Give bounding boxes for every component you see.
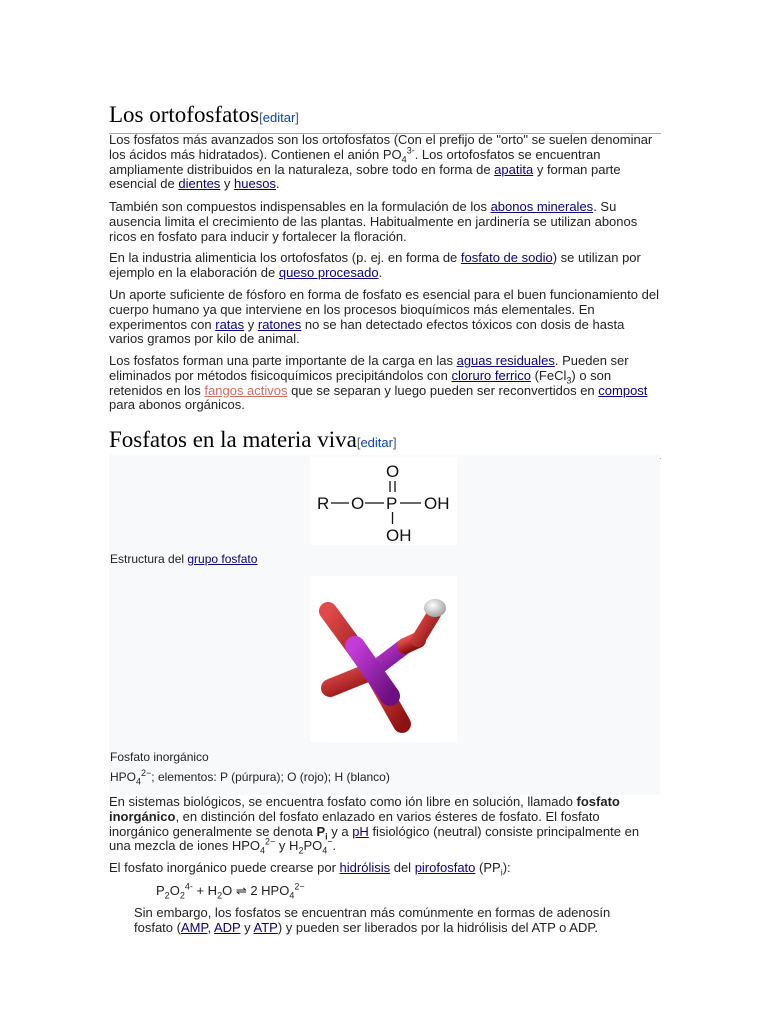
text: Estructura del <box>110 552 188 566</box>
text: O <box>222 883 236 898</box>
subscript: i <box>325 831 328 842</box>
paragraph-text <box>109 288 661 347</box>
text: También son compuestos indispensables en la formulación de los <box>109 199 491 214</box>
text: Los fosfatos más avanzados son los ortofosfatos (Con el prefijo de "orto" se suelen denominar los ácidos más hidratados). Contienen el anión PO <box>109 132 653 162</box>
subscript: 4 <box>289 890 295 901</box>
superscript: 2− <box>265 837 276 848</box>
edit-section: [editar] <box>356 435 397 450</box>
text: . Su ausencia limita el crecimiento de las plantas. Habitualmente en jardinería se utilizan abonos ricos en fosfato para inducir y fortalecer la floración. <box>109 199 638 244</box>
link-pirofosfato[interactable]: pirofosfato <box>414 860 476 875</box>
paragraph-2 <box>109 200 661 244</box>
link-amp[interactable]: AMP <box>180 919 208 935</box>
superscript: 2− <box>294 881 305 892</box>
link-ph[interactable]: pH <box>352 823 369 839</box>
paragraph-text <box>134 906 644 936</box>
link-atp[interactable]: ATP <box>253 919 278 935</box>
text: P <box>316 823 326 839</box>
text: fisiológico (neutral) consiste principalmente en una mezcla de iones HPO <box>109 823 640 854</box>
link-aguas-residuales[interactable]: aguas residuales <box>456 353 555 368</box>
text: Sin embargo, los fosfatos se encuentran más comúnmente en formas de adenosín fosfato ( <box>134 905 611 935</box>
text: . <box>275 176 280 192</box>
figure-caption-structure <box>110 552 257 566</box>
text: En sistemas biológicos, se encuentra fosfato como ión libre en solución, llamado <box>109 794 577 809</box>
text: y <box>244 316 258 332</box>
superscript: 4- <box>184 881 193 892</box>
subscript: 2 <box>179 890 185 901</box>
text: para abonos orgánicos. <box>109 397 245 413</box>
text: del <box>390 860 415 875</box>
section-ortofosfatos <box>109 101 661 134</box>
link-grupo-fosfato[interactable]: grupo fosfato <box>187 552 258 566</box>
heading-text: Fosfatos en la materia viva <box>109 427 357 452</box>
heading-text: Los ortofosfatos <box>109 102 260 127</box>
text: O <box>169 883 180 898</box>
subscript: i <box>500 867 503 878</box>
paragraph-4 <box>109 288 661 347</box>
text: . Los ortofosfatos se encuentran ampliamente distribuidos en la naturaleza, sobre todo en forma de <box>109 146 601 177</box>
text: . Pueden ser eliminados por métodos fisicoquímicos precipitándolos con <box>109 353 629 383</box>
text: y a <box>327 823 353 839</box>
superscript: − <box>327 837 333 848</box>
text: HPO <box>110 770 137 784</box>
text: ): <box>502 860 511 875</box>
text: El fosfato inorgánico puede crearse por <box>109 860 340 875</box>
paragraph-1 <box>109 133 661 192</box>
text: y <box>240 919 254 935</box>
paragraph-text <box>109 200 661 244</box>
text: . <box>378 264 383 280</box>
link-ratones[interactable]: ratones <box>257 316 302 332</box>
text: ) y pueden ser liberados por la hidrólisis del ATP o ADP. <box>277 919 598 935</box>
paragraph-3 <box>109 251 661 281</box>
text: y <box>220 176 235 192</box>
text: 2 HPO <box>246 883 290 898</box>
text: no se han detectado efectos tóxicos con dosis de hasta varios gramos por kilo de animal. <box>109 316 625 347</box>
paragraph-text <box>109 795 661 854</box>
text: ) se utilizan por ejemplo en la elaboración de <box>109 250 641 280</box>
text: y H <box>275 838 299 854</box>
text: En la industria alimenticia los ortofosfatos (p. ej. en forma de <box>109 250 461 265</box>
paragraph-5 <box>109 354 661 413</box>
atom-o-left: O <box>351 494 365 513</box>
paragraph-7 <box>109 861 661 876</box>
link-adp[interactable]: ADP <box>213 919 241 935</box>
figure-caption-elements <box>110 768 390 787</box>
section-heading-ortofosfatos <box>109 101 661 134</box>
ball-and-stick-model <box>310 576 457 742</box>
atom-r: R <box>317 494 330 513</box>
link-huesos[interactable]: huesos <box>234 176 276 192</box>
structural-formula <box>310 457 457 545</box>
text: ) o son retenidos en los <box>109 367 612 398</box>
figure-caption-inorganic: Fosfato inorgánico <box>110 750 209 764</box>
equilibrium-arrow-icon: ⇌ <box>235 883 247 898</box>
edit-link[interactable]: editar <box>360 435 393 450</box>
link-hidrolisis[interactable]: hidrólisis <box>339 860 391 875</box>
text: P <box>156 883 165 898</box>
text: (PP <box>475 860 501 875</box>
atom-o-top: O <box>386 462 400 481</box>
hpo4-model-image[interactable] <box>310 576 457 742</box>
link-queso-procesado[interactable]: queso procesado <box>278 264 379 280</box>
text: . <box>332 838 337 854</box>
hydrolysis-equation <box>156 883 305 899</box>
bold-term: fosfato inorgánico <box>109 794 620 824</box>
link-cloruro-ferrico[interactable]: cloruro ferrico <box>451 367 531 383</box>
subscript: 4 <box>322 845 328 856</box>
figure-panel <box>109 455 660 795</box>
subscript: 2 <box>164 890 170 901</box>
subscript: 4 <box>401 154 407 165</box>
text: PO <box>303 838 323 854</box>
paragraph-text <box>109 861 661 876</box>
edit-link[interactable]: editar <box>262 110 296 125</box>
hydrogen-atom <box>424 599 446 617</box>
superscript: 2− <box>141 768 152 778</box>
subscript: 2 <box>217 890 223 901</box>
atom-oh-bottom: OH <box>386 526 412 545</box>
text: + H <box>192 883 218 898</box>
bold-term <box>316 823 328 842</box>
text: Un aporte suficiente de fósforo en forma de fosfato es esencial para el buen funcionamiento del cuerpo humano ya que interviene en los procesos bioquímicos más elementales. En experimentos con <box>109 287 659 332</box>
link-fangos-activos[interactable]: fangos activos <box>204 382 288 398</box>
subscript: 4 <box>136 776 142 787</box>
text: , <box>207 919 214 935</box>
subscript: 2 <box>298 845 304 856</box>
subscript: 4 <box>260 845 266 856</box>
paragraph-8 <box>134 906 644 936</box>
atom-oh-right: OH <box>424 494 450 513</box>
link-abonos-minerales[interactable]: abonos minerales <box>490 199 594 214</box>
paragraph-text <box>109 133 661 192</box>
link-dientes[interactable]: dientes <box>178 176 221 192</box>
text: ; elementos: P (púrpura); O (rojo); H (blanco) <box>151 770 390 784</box>
link-fosfato-de-sodio[interactable]: fosfato de sodio <box>460 250 553 265</box>
superscript: 3- <box>406 145 415 156</box>
bond-o-h <box>418 614 434 640</box>
text: Los fosfatos forman una parte importante de la carga en las <box>109 353 457 368</box>
link-compost[interactable]: compost <box>598 382 648 398</box>
text: , en distinción del fosfato enlazado en varios ésteres de fosfato. El fosfato inorgánico generalmente se denota <box>109 808 600 839</box>
paragraph-text <box>109 354 661 413</box>
paragraph-text <box>109 251 661 281</box>
text: (FeCl <box>530 367 567 383</box>
edit-section: [editar] <box>259 110 299 125</box>
link-ratas[interactable]: ratas <box>215 316 245 332</box>
text: y forman parte esencial de <box>109 161 621 192</box>
phosphate-structure-image[interactable] <box>310 457 457 545</box>
text: que se separan y luego pueden ser reconvertidos en <box>287 382 599 398</box>
link-apatita[interactable]: apatita <box>494 161 534 177</box>
subscript: 3 <box>566 375 572 386</box>
paragraph-6 <box>109 795 661 854</box>
atom-p: P <box>386 494 398 513</box>
